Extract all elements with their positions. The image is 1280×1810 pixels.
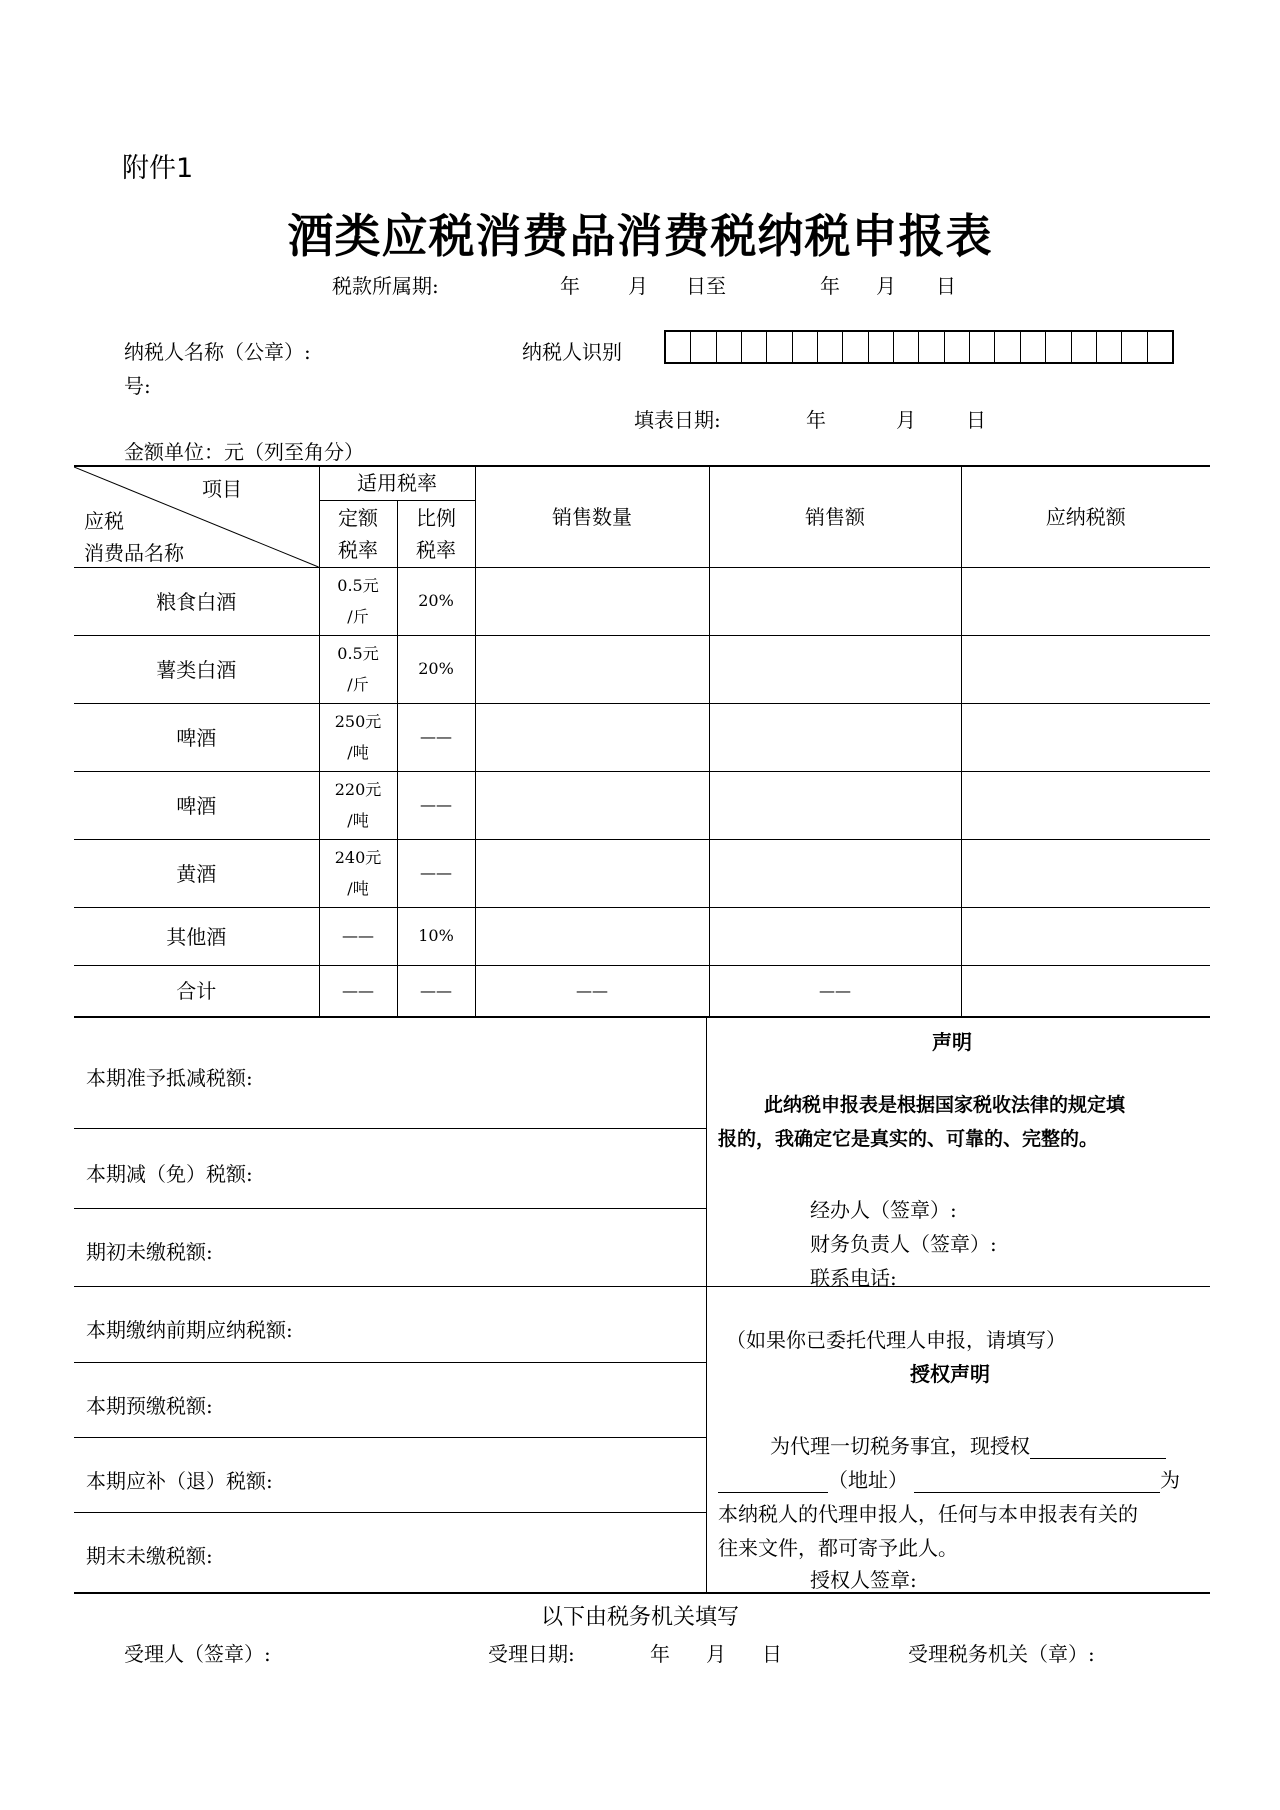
receive-month: 月 bbox=[706, 1642, 726, 1666]
row-tax-input[interactable] bbox=[961, 636, 1210, 704]
row-sales-input[interactable] bbox=[709, 568, 961, 636]
row-name: 啤酒 bbox=[74, 772, 319, 840]
closing-unpaid-label: 期末未缴税额: bbox=[86, 1544, 213, 1568]
total-pct: —— bbox=[397, 966, 475, 1017]
lower-section bbox=[74, 1018, 1210, 1594]
row-sales-input[interactable] bbox=[709, 908, 961, 966]
opening-unpaid-label: 期初未缴税额: bbox=[86, 1240, 213, 1264]
receiver-label: 受理人（签章）: bbox=[124, 1642, 271, 1666]
receive-day: 日 bbox=[762, 1642, 782, 1666]
prior-period-paid-label: 本期缴纳前期应纳税额: bbox=[86, 1318, 293, 1342]
declaration-line-2: 报的，我确定它是真实的、可靠的、完整的。 bbox=[718, 1128, 1099, 1150]
row-pct-rate: 10% bbox=[397, 908, 475, 966]
receive-year: 年 bbox=[650, 1642, 670, 1666]
agent-name-blank[interactable] bbox=[1030, 1438, 1166, 1459]
row-name: 其他酒 bbox=[74, 908, 319, 966]
taxpayer-id-label-cont: 号: bbox=[124, 374, 151, 398]
row-tax-input[interactable] bbox=[961, 840, 1210, 908]
period-label: 税款所属期: bbox=[332, 274, 439, 298]
row-tax-input[interactable] bbox=[961, 568, 1210, 636]
header-fixed-rate: 定额 税率 bbox=[319, 500, 397, 567]
tax-office-stamp-label: 受理税务机关（章）: bbox=[908, 1642, 1095, 1666]
fill-date-label: 填表日期: bbox=[634, 408, 721, 432]
row-qty-input[interactable] bbox=[475, 568, 709, 636]
row-sales-input[interactable] bbox=[709, 704, 961, 772]
row-pct-rate: —— bbox=[397, 840, 475, 908]
period-month-1: 月 bbox=[628, 274, 648, 298]
row-qty-input[interactable] bbox=[475, 908, 709, 966]
row-name: 黄酒 bbox=[74, 840, 319, 908]
table-row bbox=[74, 636, 1210, 704]
row-pct-rate: —— bbox=[397, 772, 475, 840]
fill-date-year: 年 bbox=[806, 408, 826, 432]
amount-unit-label: 金额单位：元（列至角分） bbox=[124, 440, 364, 464]
header-qty: 销售数量 bbox=[475, 466, 709, 568]
header-diagonal-cell bbox=[74, 466, 319, 568]
tax-table bbox=[74, 465, 1210, 1018]
row-name: 薯类白酒 bbox=[74, 636, 319, 704]
fill-date-month: 月 bbox=[896, 408, 916, 432]
total-name: 合计 bbox=[74, 966, 319, 1017]
supplement-refund-label: 本期应补（退）税额: bbox=[86, 1469, 273, 1493]
period-year-1: 年 bbox=[560, 274, 580, 298]
period-month-2: 月 bbox=[876, 274, 896, 298]
table-row bbox=[74, 908, 1210, 966]
row-sales-input[interactable] bbox=[709, 772, 961, 840]
auth-line-2: （地址） 为 bbox=[718, 1464, 1180, 1493]
deductible-tax-label: 本期准予抵减税额: bbox=[86, 1066, 253, 1090]
total-sales: —— bbox=[709, 966, 961, 1017]
row-fixed-rate: 220元 /吨 bbox=[319, 772, 397, 840]
finance-signature-label: 财务负责人（签章）: bbox=[810, 1232, 997, 1256]
header-pct-rate: 比例 税率 bbox=[397, 500, 475, 567]
period-day-2: 日 bbox=[936, 274, 956, 298]
prepaid-tax-label: 本期预缴税额: bbox=[86, 1394, 213, 1418]
header-rate: 适用税率 bbox=[319, 466, 475, 500]
header-tax: 应纳税额 bbox=[961, 466, 1210, 568]
row-pct-rate: 20% bbox=[397, 568, 475, 636]
table-row bbox=[74, 772, 1210, 840]
row-pct-rate: —— bbox=[397, 704, 475, 772]
row-fixed-rate: —— bbox=[319, 908, 397, 966]
header-taxable-1: 应税 bbox=[84, 509, 124, 533]
declaration-line-1: 此纳税申报表是根据国家税收法律的规定填 bbox=[764, 1094, 1126, 1116]
header-taxable-2: 消费品名称 bbox=[84, 541, 184, 565]
auth-line-1: 为代理一切税务事宜，现授权 bbox=[770, 1430, 1166, 1459]
table-row bbox=[74, 568, 1210, 636]
reduced-tax-label: 本期减（免）税额: bbox=[86, 1162, 253, 1186]
period-day-to: 日至 bbox=[686, 274, 726, 298]
row-name: 粮食白酒 bbox=[74, 568, 319, 636]
row-fixed-rate: 240元 /吨 bbox=[319, 840, 397, 908]
receive-date-label: 受理日期: bbox=[488, 1642, 575, 1666]
row-fixed-rate: 0.5元 /斤 bbox=[319, 568, 397, 636]
taxpayer-id-label: 纳税人识别 bbox=[522, 340, 622, 364]
total-row bbox=[74, 966, 1210, 1017]
fill-date-day: 日 bbox=[966, 408, 986, 432]
total-tax-input[interactable] bbox=[961, 966, 1210, 1017]
row-fixed-rate: 250元 /吨 bbox=[319, 704, 397, 772]
row-qty-input[interactable] bbox=[475, 636, 709, 704]
table-row bbox=[74, 840, 1210, 908]
row-sales-input[interactable] bbox=[709, 840, 961, 908]
row-qty-input[interactable] bbox=[475, 704, 709, 772]
tax-office-section-title: 以下由税务机关填写 bbox=[540, 1605, 739, 1630]
header-sales: 销售额 bbox=[709, 466, 961, 568]
header-item: 项目 bbox=[202, 477, 242, 501]
row-fixed-rate: 0.5元 /斤 bbox=[319, 636, 397, 704]
row-sales-input[interactable] bbox=[709, 636, 961, 704]
row-tax-input[interactable] bbox=[961, 772, 1210, 840]
auth-signature-label: 授权人签章: bbox=[810, 1568, 917, 1592]
form-title: 酒类应税消费品消费税纳税申报表 bbox=[287, 209, 993, 263]
phone-label: 联系电话: bbox=[810, 1266, 897, 1290]
table-row bbox=[74, 704, 1210, 772]
attachment-label: 附件1 bbox=[122, 153, 194, 184]
taxpayer-id-boxes[interactable] bbox=[664, 330, 1174, 364]
period-year-2: 年 bbox=[820, 274, 840, 298]
total-qty: —— bbox=[475, 966, 709, 1017]
agent-address-blank[interactable] bbox=[914, 1472, 1160, 1493]
row-qty-input[interactable] bbox=[475, 772, 709, 840]
total-fixed: —— bbox=[319, 966, 397, 1017]
handler-signature-label: 经办人（签章）: bbox=[810, 1198, 957, 1222]
row-qty-input[interactable] bbox=[475, 840, 709, 908]
agent-note: （如果你已委托代理人申报，请填写） bbox=[726, 1328, 1066, 1352]
row-name: 啤酒 bbox=[74, 704, 319, 772]
row-pct-rate: 20% bbox=[397, 636, 475, 704]
row-tax-input[interactable] bbox=[961, 704, 1210, 772]
auth-line-4: 往来文件，都可寄予此人。 bbox=[718, 1536, 958, 1560]
agent-extra-blank[interactable] bbox=[718, 1472, 828, 1493]
row-tax-input[interactable] bbox=[961, 908, 1210, 966]
taxpayer-name-label: 纳税人名称（公章）: bbox=[124, 340, 311, 364]
auth-title: 授权声明 bbox=[910, 1362, 990, 1386]
declaration-title: 声明 bbox=[932, 1030, 972, 1054]
auth-line-3: 本纳税人的代理申报人，任何与本申报表有关的 bbox=[718, 1502, 1138, 1526]
